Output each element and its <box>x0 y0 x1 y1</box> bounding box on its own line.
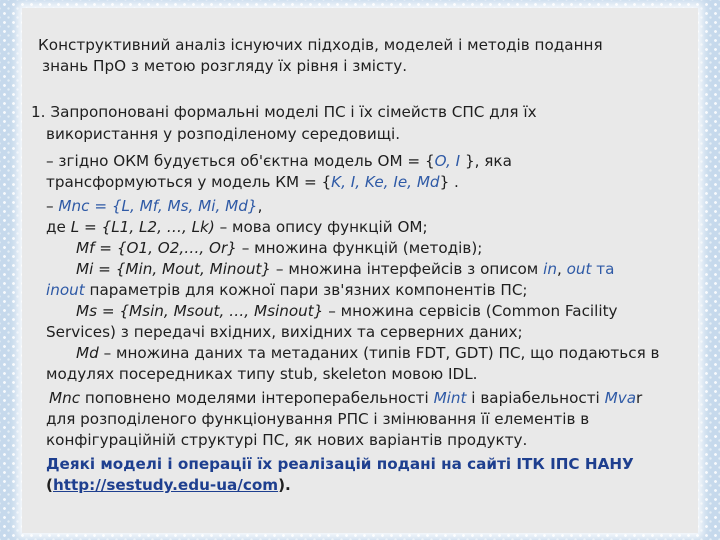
inout-line <box>46 280 528 301</box>
mvar-word: Mva <box>604 389 637 407</box>
md-word: Md <box>76 344 99 362</box>
mnc2-text-b: поповнено моделями інтероперабельності <box>80 389 434 407</box>
ms-expression: Ms = {Msin, Msout, …, Msinout} <box>76 302 324 320</box>
mi-text: – множина інтерфейсів з описом <box>271 260 544 278</box>
inout-text: параметрів для кожної пари зв'язних компонентів ПС; <box>84 281 528 299</box>
mi-sep: , <box>556 260 567 278</box>
mi-ta: та <box>591 260 615 278</box>
services-line: Services) з передачі вхідних, вихідних та серверних даних; <box>46 323 523 341</box>
de-expression: L = {L1, L2, …, Lk) <box>70 218 215 236</box>
mnc-comma: , <box>257 197 263 215</box>
de-text-b: – мова опису функцій ОМ; <box>214 218 428 236</box>
transform-line <box>46 172 459 193</box>
mi-expression: Mi = {Min, Mout, Minout} <box>76 260 272 278</box>
operations-line: Деякі моделі і операції їх реалізацій подані на сайті ІТК ІПС НАНУ <box>46 455 634 473</box>
trans-text-b: } . <box>439 173 459 191</box>
ms-line <box>76 301 618 322</box>
okm-vars: O, I <box>434 152 461 170</box>
mi-line <box>76 259 614 280</box>
mvar-r: r <box>636 389 643 407</box>
sestudy-link[interactable]: http://sestudy.edu-ua/com <box>52 476 279 494</box>
inout-word: inout <box>46 281 85 299</box>
link-line <box>46 475 291 496</box>
mnc-extended-line <box>49 388 642 409</box>
trans-vars: K, I, Ke, Ie, Md <box>331 173 440 191</box>
md-line <box>76 343 660 364</box>
heading-line-1 <box>31 102 537 123</box>
mi-in: in <box>543 260 557 278</box>
md-text: – множина даних та метаданих (типів FDT, GDT) ПС, що подаються в <box>98 344 660 362</box>
mnc-line <box>46 196 262 217</box>
okm-text-a: – згідно ОКМ будується об'єктна модель ОМ = { <box>46 152 435 170</box>
mf-line <box>76 238 482 259</box>
title-line-1: Конструктивний аналіз існуючих підходів, моделей і методів подання <box>38 36 603 54</box>
mi-out: out <box>566 260 592 278</box>
ms-text: – множина сервісів (Common Facility <box>323 302 618 320</box>
okm-text-b: }, яка <box>460 152 512 170</box>
mint-word: Mint <box>433 389 467 407</box>
mnc2-word: Mnc <box>49 389 81 407</box>
title-line-2: знань ПрО з метою розгляду їх рівня і змісту. <box>42 57 408 75</box>
okm-line <box>46 151 512 172</box>
de-text-a: де <box>46 218 71 236</box>
heading-text-a: Запропоновані формальні моделі ПС і їх сімейств СПС для їх <box>45 103 537 121</box>
heading-number: 1. <box>31 103 46 121</box>
mf-expression: Mf = {O1, O2,…, Or} <box>76 239 237 257</box>
heading-line-2: використання у розподіленому середовищі. <box>46 125 401 143</box>
link-close: ). <box>278 476 291 494</box>
mnc2-text-c: і варіабельності <box>466 389 605 407</box>
mnc-dash: – <box>46 197 59 215</box>
link-open: ( <box>46 476 53 494</box>
mf-text: – множина функцій (методів); <box>236 239 483 257</box>
distributed-line: для розподіленого функціонування РПС і змінювання її елементів в <box>46 410 590 428</box>
trans-text-a: трансформуються у модель КМ = { <box>46 173 332 191</box>
mnc-expression: Mnc = {L, Mf, Ms, Mi, Md} <box>58 197 258 215</box>
definition-line <box>46 217 428 238</box>
config-line: конфігураційній структурі ПС, як нових варіантів продукту. <box>46 431 528 449</box>
modules-line: модулях посередниках типу stub, skeleton мовою IDL. <box>46 365 478 383</box>
